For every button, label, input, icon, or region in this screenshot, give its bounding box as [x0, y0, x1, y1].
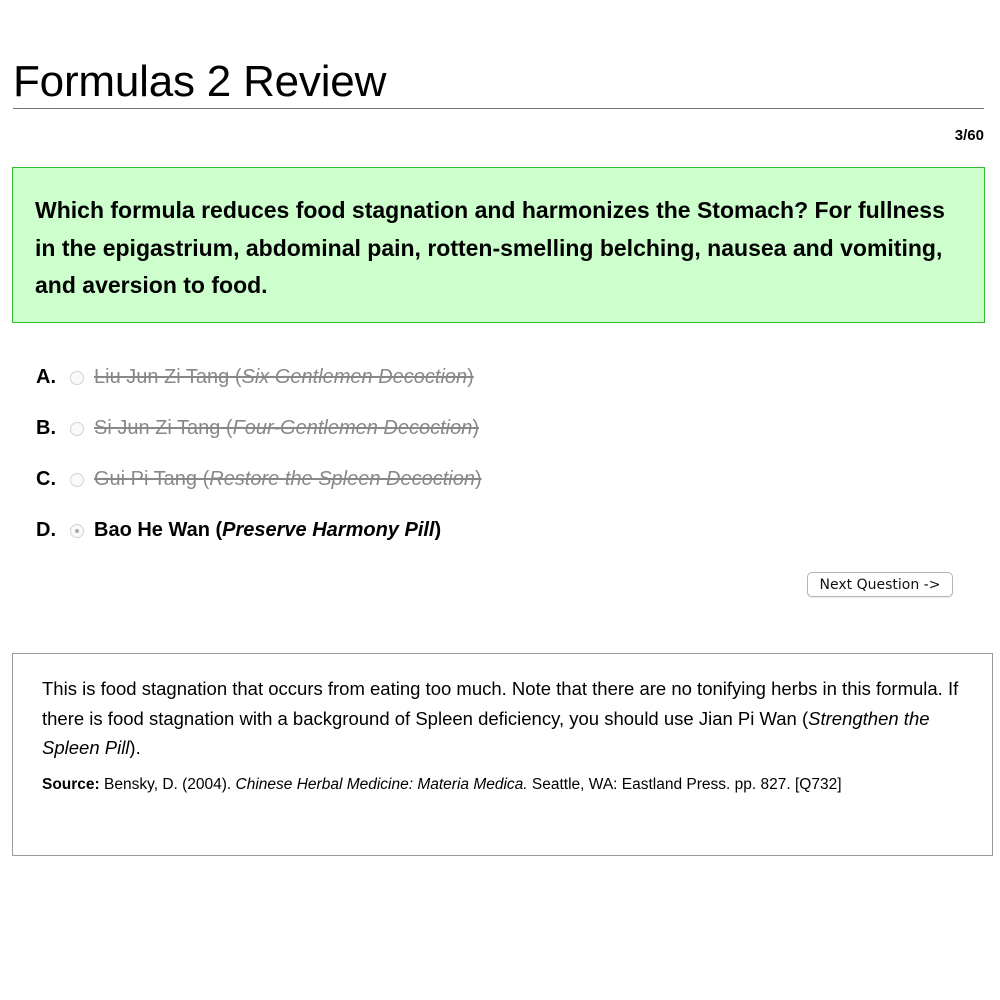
answer-translation: Six Gentlemen Decoction: [241, 366, 468, 388]
radio-button[interactable]: [70, 422, 84, 436]
answer-name: Liu Jun Zi Tang: [94, 366, 230, 388]
answer-letter: D.: [36, 519, 56, 541]
title-divider: [13, 108, 984, 109]
answer-text: Gui Pi Tang (Restore the Spleen Decoction): [94, 468, 482, 490]
source-author: Bensky, D. (2004).: [99, 775, 236, 793]
answer-text: Si Jun Zi Tang (Four-Gentlemen Decoction): [94, 417, 480, 439]
source-title: Chinese Herbal Medicine: Materia Medica.: [235, 775, 528, 793]
answer-name: Bao He Wan: [94, 519, 210, 541]
answer-text-correct: Bao He Wan (Preserve Harmony Pill): [94, 519, 442, 541]
answer-letter: B.: [36, 417, 56, 439]
answer-letter: A.: [36, 366, 56, 388]
radio-button[interactable]: [70, 473, 84, 487]
answer-option-a[interactable]: [36, 352, 736, 403]
explanation-text: [42, 674, 972, 763]
answer-option-d[interactable]: [36, 505, 736, 556]
answer-list: [36, 352, 736, 556]
explanation-box: [12, 653, 993, 856]
answer-option-b[interactable]: [36, 403, 736, 454]
source-citation: [42, 774, 972, 796]
answer-translation: Restore the Spleen Decoction: [209, 468, 475, 490]
next-question-button[interactable]: Next Question ->: [807, 572, 953, 597]
explanation-text-part: This is food stagnation that occurs from eating too much. Note that there are no tonifying herbs in this formula. If there is food stagnation with a background of Spleen deficiency, you should use Jian Pi Wan (: [42, 678, 959, 729]
radio-button-selected[interactable]: [70, 524, 84, 538]
answer-translation: Preserve Harmony Pill: [222, 519, 435, 541]
radio-button[interactable]: [70, 371, 84, 385]
explanation-formula-translation: Strengthen the Spleen Pill: [42, 707, 930, 758]
page-title: Formulas 2 Review: [13, 57, 387, 106]
source-label: Source:: [42, 775, 100, 793]
answer-text: Liu Jun Zi Tang (Six Gentlemen Decoction): [94, 366, 474, 388]
answer-translation: Four-Gentlemen Decoction: [232, 417, 473, 439]
answer-option-c[interactable]: [36, 454, 736, 505]
answer-letter: C.: [36, 468, 56, 490]
source-details: Seattle, WA: Eastland Press. pp. 827. [Q732]: [527, 775, 842, 793]
answer-name: Si Jun Zi Tang: [94, 417, 221, 439]
answer-name: Gui Pi Tang: [94, 468, 198, 490]
question-text: Which formula reduces food stagnation and harmonizes the Stomach? For fullness in the epigastrium, abdominal pain, rotten-smelling belching, nausea and vomiting, and aversion to food.: [35, 197, 945, 298]
question-box: [12, 167, 985, 323]
question-counter: 3/60: [954, 127, 984, 144]
explanation-text-part: ).: [129, 737, 141, 758]
